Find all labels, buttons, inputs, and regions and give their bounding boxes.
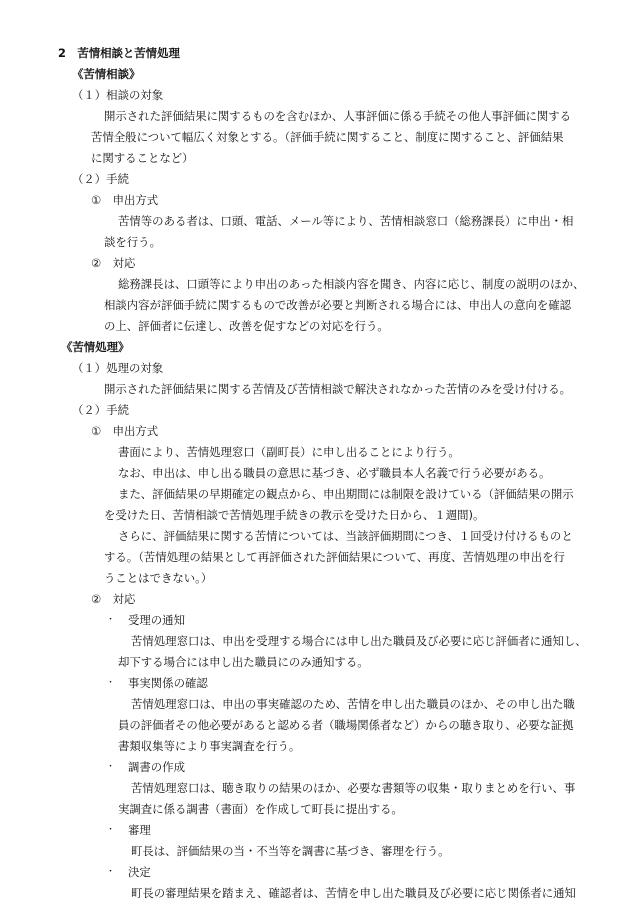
paragraph-line: 総務課長は、口頭等により申出のあった相談内容を聞き、内容に応じ、制度の説明のほか、	[118, 277, 585, 291]
paragraph-line: する。（苦情処理の結果として再評価された評価結果について、再度、苦情処理の申出を行	[104, 550, 565, 564]
paragraph-line: 苦情全般について幅広く対象とする。（評価手続に関すること、制度に関すること、評価結果	[91, 130, 564, 144]
bullet-label-review: 審理	[128, 823, 151, 837]
consultation-title: 《苦情相談》	[72, 67, 141, 81]
bullet-label-fact-check: 事実関係の確認	[128, 676, 208, 690]
bullet-mark: ・	[106, 678, 116, 688]
paragraph-line: 町長の審理結果を踏まえ、確認者は、苦情を申し出た職員及び必要に応じ関係者に通知	[131, 886, 576, 900]
bullet-label-decision: 決定	[128, 865, 151, 879]
paragraph-line: さらに、評価結果に関する苦情については、当該評価期間につき、１回受け付けるものと	[118, 529, 573, 543]
paragraph-line: うことはできない。）	[104, 571, 213, 585]
section-heading: 2 苦情相談と苦情処理	[58, 46, 180, 60]
paragraph-line: の上、評価者に伝達し、改善を促すなどの対応を行う。	[104, 319, 389, 333]
bullet-label-receipt: 受理の通知	[128, 613, 185, 627]
consultation-s1-label: （１）相談の対象	[72, 88, 164, 102]
processing-s2-label: （２）手続	[72, 403, 129, 417]
processing-title: 《苦情処理》	[61, 340, 130, 354]
bullet-mark: ・	[106, 762, 116, 772]
paragraph-line: 却下する場合には申し出た職員にのみ通知する。	[118, 655, 369, 669]
bullet-label-report: 調書の作成	[128, 760, 185, 774]
paragraph-line: 書面により、苦情処理窓口（副町長）に申し出ることにより行う。	[118, 445, 460, 459]
processing-s1-label: （１）処理の対象	[72, 361, 164, 375]
paragraph-line: に関することなど）	[91, 151, 194, 165]
bullet-mark: ・	[106, 615, 116, 625]
paragraph-line: また、評価結果の早期確定の観点から、申出期間には制限を設けている（評価結果の開示	[118, 487, 574, 501]
consultation-item1-label: ① 申出方式	[91, 193, 159, 207]
processing-item1-label: ① 申出方式	[91, 424, 159, 438]
paragraph-line: 苦情等のある者は、口頭、電話、メール等により、苦情相談窓口（総務課長）に申出・相	[118, 214, 574, 228]
paragraph-line: 苦情処理窓口は、申出を受理する場合には申し出た職員及び必要に応じ評価者に通知し、	[131, 634, 587, 648]
paragraph-line: を受けた日、苦情相談で苦情処理手続きの教示を受けた日から、１週間)。	[104, 508, 485, 522]
paragraph-line: 相談内容が評価手続に関するもので改善が必要と判断される場合には、申出人の意向を確認	[104, 298, 572, 312]
consultation-item2-label: ② 対応	[91, 256, 136, 270]
paragraph-line: 苦情処理窓口は、聴き取りの結果のほか、必要な書類等の収集・取りまとめを行い、事	[131, 781, 576, 795]
paragraph-line: 町長は、評価結果の当・不当等を調書に基づき、審理を行う。	[131, 844, 450, 858]
consultation-s2-label: （２）手続	[72, 172, 129, 186]
paragraph-line: 書類収集等により事実調査を行う。	[118, 739, 301, 753]
paragraph-line: 開示された評価結果に関する苦情及び苦情相談で解決されなかった苦情のみを受け付ける。	[104, 382, 572, 396]
paragraph-line: 実調査に係る調書（書面）を作成して町長に提出する。	[118, 802, 403, 816]
paragraph-line: 員の評価者その他必要があると認める者（職場関係者など）からの聴き取り、必要な証拠	[118, 718, 574, 732]
paragraph-line: 苦情処理窓口は、申出の事実確認のため、苦情を申し出た職員のほか、その申し出た職	[131, 697, 575, 711]
paragraph-line: 談を行う。	[104, 235, 161, 249]
paragraph-line: なお、申出は、申し出る職員の意思に基づき、必ず職員本人名義で行う必要がある。	[118, 466, 551, 480]
bullet-mark: ・	[106, 825, 116, 835]
processing-item2-label: ② 対応	[91, 592, 136, 606]
paragraph-line: 開示された評価結果に関するものを含むほか、人事評価に係る手続その他人事評価に関する	[104, 109, 572, 123]
bullet-mark: ・	[106, 867, 116, 877]
